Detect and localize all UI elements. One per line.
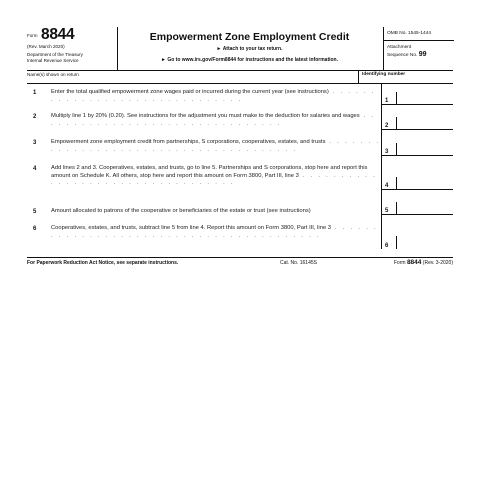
box-number: 1 [385, 98, 389, 104]
line-text: Cooperatives, estates, and trusts, subtract line 5 from line 4. Report this amount on Form 3800, Part III, line 3 . . . . . . . . . . . . . . . . . . . . . . . . . . . . . . . . . . . . . . . . . [51, 225, 378, 239]
line-text: Empowerment zone employment credit from partnerships, S corporations, cooperatives, estates, and trusts . . . . . . . . . . . . . . . . . . . . . . . . . . . . . . . . . . . . . . . [51, 139, 381, 153]
form-title: Empowerment Zone Employment Credit [149, 31, 350, 43]
form-8844 [27, 26, 453, 266]
line-number: 3 [33, 140, 37, 146]
attach-instruction: ► Attach to your tax return. [216, 46, 283, 52]
box-number: 5 [385, 208, 389, 214]
box-number: 6 [385, 243, 389, 249]
identifying-number-label: Identifying number [362, 72, 406, 77]
line-2-box [381, 117, 453, 130]
paperwork-notice: For Paperwork Reduction Act Notice, see separate instructions. [27, 260, 179, 266]
line-number: 6 [33, 226, 37, 232]
line-number: 1 [33, 90, 37, 96]
footer-form-label: Form [393, 260, 406, 266]
line-text: Multiply line 1 by 20% (0.20). See instructions for the adjustment you must make to the deduction for salaries and wages . . . . . . . . . . . . . . . . . . . . . . . . . . . . . . . . [51, 113, 376, 127]
goto-instruction: ► Go to www.irs.gov/Form8844 for instructions and the latest information. [160, 57, 338, 63]
sequence-number: 99 [418, 51, 427, 58]
attachment-label: Attachment [387, 45, 412, 50]
department [27, 52, 115, 64]
form-number: 8844 [41, 26, 75, 43]
line-description: Empowerment zone employment credit from partnerships, S corporations, cooperatives, estates, and trusts [51, 139, 326, 145]
line-description: Enter the total qualified empowerment zone wages paid or incurred during the current year (see instructions) [51, 89, 329, 95]
omb-number: OMB No. 1545-1444 [384, 27, 454, 41]
line-5-amount-field[interactable] [396, 202, 453, 214]
department-line-2: Internal Revenue Service [27, 58, 79, 63]
column-rule [381, 215, 382, 236]
identifying-number-field[interactable] [358, 71, 454, 83]
line-4-box [381, 177, 453, 190]
box-number: 3 [385, 149, 389, 155]
line-6-amount-field[interactable] [396, 236, 453, 249]
line-text: Enter the total qualified empowerment zone wages paid or incurred during the current year (see instructions) . . . . . . . . . . . . . . . . . . . . . . . . . . . . . . . [51, 89, 376, 103]
line-description: Amount allocated to patrons of the cooperative or beneficiaries of the estate or trust (see instructions) [51, 208, 311, 214]
line-description: Cooperatives, estates, and trusts, subtract line 5 from line 4. Report this amount on Form 3800, Part III, line 3 [51, 225, 331, 231]
form-id-block [27, 27, 118, 70]
line-2-amount-field[interactable] [396, 117, 453, 129]
line-3-amount-field[interactable] [396, 143, 453, 155]
footer-form-id [394, 259, 453, 266]
line-number: 4 [33, 166, 37, 172]
box-number: 2 [385, 123, 389, 129]
line-number: 5 [33, 209, 37, 215]
title-block [117, 27, 382, 70]
line-description: Multiply line 1 by 20% (0.20). See instructions for the adjustment you must make to the deduction for salaries and wages [51, 113, 360, 119]
line-3-box [381, 143, 453, 156]
form-footer [27, 257, 453, 268]
line-number: 2 [33, 114, 37, 120]
footer-revision: (Rev. 3-2020) [422, 260, 453, 266]
box-number: 4 [385, 183, 389, 189]
line-text: Add lines 2 and 3. Cooperatives, estates, and trusts, go to line 5. Partnerships and S corporations, stop here and report this amount on Schedule K. All others, stop here and report this amount on Form 3800, Part III, line 3 . . . . . . . . . . . . . . . . . . . . . . . . . . . . . . . . . . [51, 165, 378, 186]
line-6-box [381, 236, 453, 249]
line-4-amount-field[interactable] [396, 177, 453, 189]
line-description: Add lines 2 and 3. Cooperatives, estates, and trusts, go to line 5. Partnerships and S corporations, stop here and report this amount on Schedule K. All others, stop here and report this amount on Form 3800, Part III, line 3 [51, 165, 368, 179]
line-1-box [381, 92, 453, 105]
name-row [27, 71, 453, 84]
sequence-label: Sequence No. [387, 53, 418, 58]
column-rule [381, 190, 382, 202]
department-line-1: Department of the Treasury [27, 52, 83, 57]
form-header [27, 27, 453, 71]
form-lines [27, 84, 453, 259]
omb-block [383, 27, 454, 70]
line-text [51, 208, 381, 216]
form-word: Form [27, 33, 38, 38]
line-5-box [381, 202, 453, 215]
line-1-amount-field[interactable] [396, 92, 453, 104]
footer-form-number: 8844 [406, 259, 422, 266]
revision-date: (Rev. March 2020) [27, 44, 65, 49]
name-field-label: Name(s) shown on return [27, 72, 79, 77]
sequence [387, 51, 427, 58]
column-rule [381, 84, 382, 92]
catalog-number: Cat. No. 16145S [280, 260, 317, 266]
